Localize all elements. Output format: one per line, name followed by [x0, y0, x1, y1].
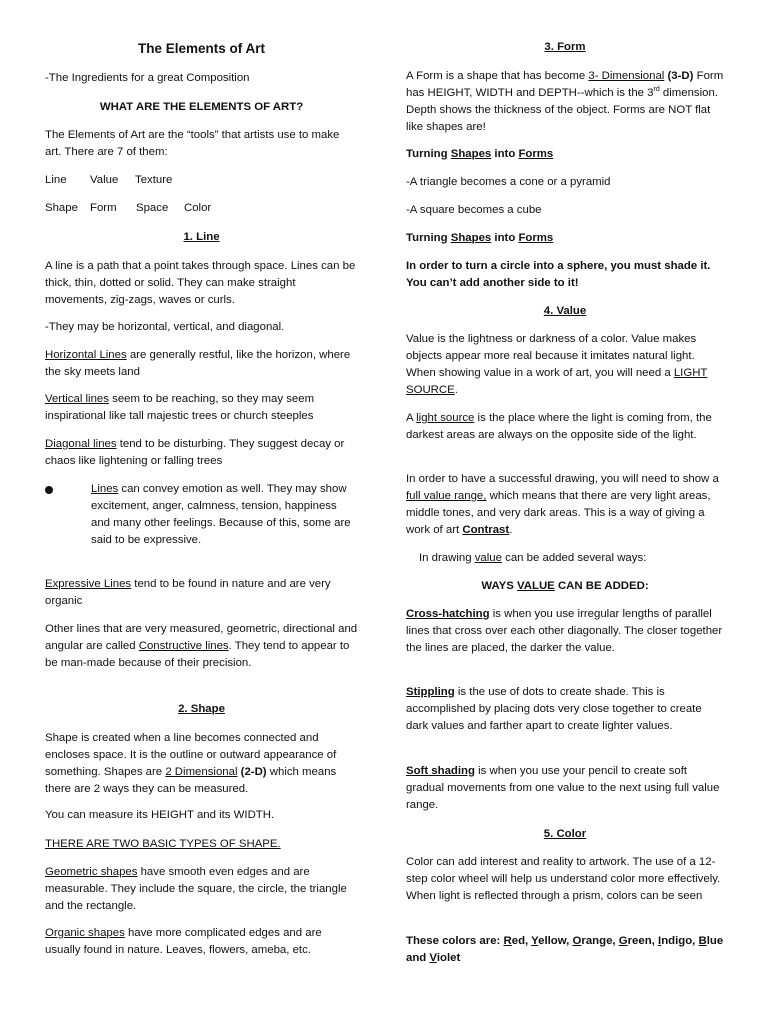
- color-initial: V: [429, 952, 437, 964]
- color-initial: R: [503, 935, 512, 947]
- paragraph-text: .: [454, 384, 458, 396]
- square-line: -A square becomes a cube: [406, 204, 542, 216]
- color-initial: I: [658, 935, 662, 947]
- paragraph-text: CAN BE ADDED:: [554, 580, 649, 592]
- paragraph-text: Value is the lightness or darkness of a color. Value makes objects appear more real because it imitates natural light. When showing value in a work of art, you will need a: [406, 333, 697, 379]
- paragraph-text: Shape is created when a line becomes connected and encloses space. It is the outline or outward appearance of something. Shapes are: [45, 732, 337, 778]
- paragraph-text: In drawing: [419, 552, 475, 564]
- term: 3- Dimensional: [588, 70, 665, 82]
- term: Expressive Lines: [45, 578, 132, 590]
- term: Shapes: [450, 148, 492, 160]
- paragraph-text: (2-D): [237, 766, 267, 778]
- term: Forms: [518, 232, 554, 244]
- term-description: is when you use irregular lengths of parallel lines that cross over each other diagonally. The closer together the lines are placed, the darker the value.: [406, 608, 723, 654]
- paragraph-text: In order to have a successful drawing, you will need to show a: [406, 473, 719, 485]
- color-item: [429, 952, 460, 964]
- line-paragraph-1: A line is a path that a point takes through space. Lines can be thick, thin, dotted or solid. They can make straight movements, zig-zags, waves or curls.: [45, 260, 356, 306]
- value-paragraph-3: [406, 471, 724, 539]
- color-initial: G: [618, 935, 628, 947]
- element-word: Color: [184, 202, 212, 214]
- paragraph-text: Form has HEIGHT, WIDTH and DEPTH--which is the 3: [406, 70, 724, 99]
- term-description: is when you use your pencil to create soft gradual movements from one value to the next using full value range.: [406, 765, 720, 811]
- cross-hatching-paragraph: [406, 606, 724, 657]
- elements-row-1: [45, 172, 358, 189]
- color-rest: ndigo,: [661, 935, 699, 947]
- intro-paragraph: The Elements of Art are the “tools” that artists use to make art. There are 7 of them:: [45, 129, 340, 158]
- subtitle: -The Ingredients for a great Composition: [45, 72, 250, 84]
- term: Constructive lines: [138, 640, 229, 652]
- term: Horizontal Lines: [45, 349, 127, 361]
- line-paragraph-2: -They may be horizontal, vertical, and diagonal.: [45, 321, 285, 333]
- term: Cross-hatching: [406, 608, 490, 620]
- term: Contrast: [462, 524, 510, 536]
- term-description: have smooth even edges and are measurable. They include the square, the circle, the triangle and the rectangle.: [45, 866, 347, 912]
- color-paragraph: Color can add interest and reality to artwork. The use of a 12-step color wheel will help us understand color more effectively. When light is reflected through a prism, colors can be seen: [406, 856, 721, 902]
- paragraph-text: dimension. Depth shows the thickness of the object. Forms are NOT flat like shapes are!: [406, 87, 718, 133]
- sphere-paragraph: In order to turn a circle into a sphere, you must shade it. You can’t add another side to it!: [406, 260, 711, 289]
- term: Stippling: [406, 686, 455, 698]
- color-item: [504, 935, 532, 947]
- page-title: The Elements of Art: [137, 41, 266, 56]
- geometric-shapes-paragraph: [45, 864, 358, 915]
- element-word: Line: [45, 174, 67, 186]
- shape-heading: 2. Shape: [178, 703, 225, 715]
- turning-shapes-into-forms-1: [406, 146, 724, 163]
- term-description: seem to be reaching, so they may seem inspirational like tall majestic trees or church steeples: [45, 393, 315, 422]
- value-paragraph-2: [406, 410, 724, 444]
- paragraph-text: These colors are:: [406, 935, 504, 947]
- color-initial: O: [572, 935, 582, 947]
- paragraph-text: which means that there are very light areas, middle tones, and very dark areas. This is a way of giving a work of art: [406, 490, 711, 536]
- color-rest: range,: [581, 935, 619, 947]
- term: Organic shapes: [45, 927, 125, 939]
- paragraph-text: Turning: [406, 232, 451, 244]
- ways-heading: [406, 578, 724, 595]
- color-rest: ellow,: [538, 935, 573, 947]
- term-description: tend to be found in nature and are very organic: [45, 578, 331, 607]
- form-paragraph-1: [406, 68, 724, 136]
- element-word: Space: [136, 202, 169, 214]
- bullet-text: [91, 481, 358, 549]
- horizontal-lines-paragraph: [45, 347, 358, 381]
- paragraph-text: Other lines that are very measured, geometric, directional and angular are called: [45, 623, 358, 652]
- value-heading: 4. Value: [543, 305, 587, 317]
- color-initial: Y: [531, 935, 539, 947]
- element-word: Texture: [135, 174, 173, 186]
- color-rest: reen,: [627, 935, 659, 947]
- paragraph-text: A Form is a shape that has become: [406, 70, 589, 82]
- form-heading: 3. Form: [544, 41, 586, 53]
- paragraph-text: can be added several ways:: [501, 552, 647, 564]
- term: light source: [416, 412, 475, 424]
- paragraph-text: (3-D): [664, 70, 694, 82]
- shape-paragraph-1: [45, 730, 358, 798]
- value-paragraph-1: [406, 331, 724, 399]
- term: Lines: [91, 483, 119, 495]
- term: VALUE: [517, 580, 555, 592]
- color-item: [573, 935, 619, 947]
- organic-shapes-paragraph: [45, 925, 358, 959]
- bullet-icon: [45, 486, 53, 494]
- term: Forms: [518, 148, 554, 160]
- paragraph-text: which means there are 2 ways they can be measured.: [45, 766, 337, 795]
- color-item: [658, 935, 699, 947]
- term-description: can convey emotion as well. They may show excitement, anger, calmness, tension, happiness and many other feelings. Because of this, some are said to be expressive.: [91, 483, 351, 546]
- color-initial: B: [698, 935, 707, 947]
- color-item: [531, 935, 572, 947]
- drawing-value-line: [419, 550, 724, 567]
- term: LIGHT SOURCE: [406, 367, 708, 396]
- stippling-paragraph: [406, 684, 724, 735]
- what-heading: WHAT ARE THE ELEMENTS OF ART?: [99, 101, 304, 113]
- shape-paragraph-2: You can measure its HEIGHT and its WIDTH.: [45, 809, 275, 821]
- term: value: [474, 552, 502, 564]
- term-description: have more complicated edges and are usually found in nature. Leaves, flowers, ameba, etc.: [45, 927, 322, 956]
- constructive-lines-paragraph: [45, 621, 358, 672]
- color-rest: lue and: [406, 935, 724, 964]
- element-word: Value: [90, 174, 119, 186]
- bullet-item: [45, 481, 358, 549]
- paragraph-text: into: [491, 232, 519, 244]
- term-description: tend to be disturbing. They suggest decay or chaos like lightening or falling trees: [45, 438, 345, 467]
- paragraph-text: Turning: [406, 148, 451, 160]
- term: 2 Dimensional: [165, 766, 238, 778]
- diagonal-lines-paragraph: [45, 436, 358, 470]
- color-rest: ed,: [511, 935, 532, 947]
- term: full value range,: [406, 490, 487, 502]
- line-heading: 1. Line: [183, 231, 220, 243]
- paragraph-text: . They tend to appear to be man-made because of their precision.: [45, 640, 350, 669]
- element-word: Form: [90, 202, 117, 214]
- expressive-lines-paragraph: [45, 576, 358, 610]
- superscript: rd: [653, 86, 660, 94]
- paragraph-text: A: [406, 412, 417, 424]
- colors-list: [406, 933, 724, 967]
- term-description: are generally restful, like the horizon, where the sky meets land: [45, 349, 351, 378]
- color-item: [619, 935, 658, 947]
- term: Soft shading: [406, 765, 475, 777]
- term: Geometric shapes: [45, 866, 138, 878]
- color-rest: iolet: [436, 952, 461, 964]
- paragraph-text: .: [509, 524, 513, 536]
- term: Shapes: [450, 232, 492, 244]
- shape-types-heading: THERE ARE TWO BASIC TYPES OF SHAPE.: [45, 838, 281, 850]
- paragraph-text: WAYS: [481, 580, 518, 592]
- term: Diagonal lines: [45, 438, 117, 450]
- term: Vertical lines: [45, 393, 109, 405]
- color-heading: 5. Color: [543, 828, 587, 840]
- paragraph-text: is the place where the light is coming from, the darkest areas are always on the opposite side of the light.: [406, 412, 712, 441]
- paragraph-text: into: [491, 148, 519, 160]
- term-description: is the use of dots to create shade. This is accomplished by placing dots very close together to create dark values and farther apart to create lighter values.: [406, 686, 702, 732]
- turning-shapes-into-forms-2: [406, 230, 724, 247]
- vertical-lines-paragraph: [45, 391, 358, 425]
- soft-shading-paragraph: [406, 763, 724, 814]
- element-word: Shape: [45, 202, 78, 214]
- elements-row-2: [45, 200, 358, 217]
- triangle-line: -A triangle becomes a cone or a pyramid: [406, 176, 611, 188]
